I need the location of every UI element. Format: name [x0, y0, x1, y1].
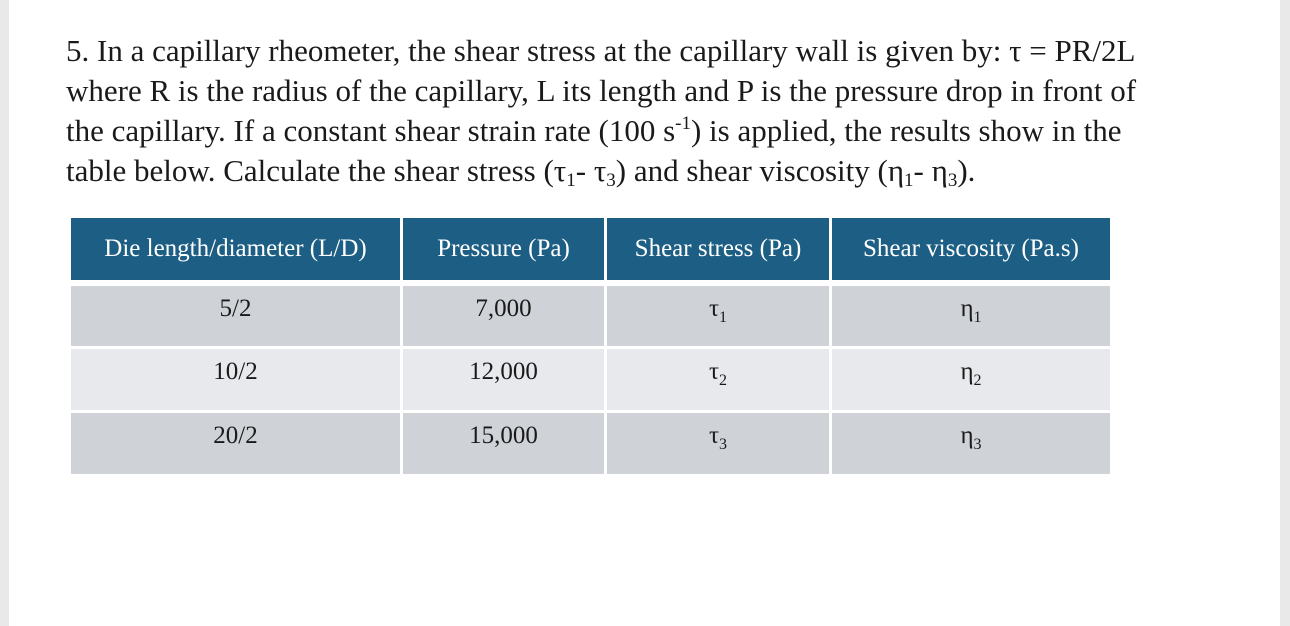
- cell-shear-viscosity: [831, 347, 1112, 411]
- tau-symbol: τ: [708, 294, 720, 322]
- table-row: [70, 347, 1112, 411]
- eta-subscript: 1: [973, 308, 982, 326]
- document-page: [9, 0, 1280, 626]
- table-header-row: [70, 217, 1112, 284]
- cell-shear-stress: [606, 411, 831, 475]
- cell-ld: 5/2: [70, 283, 402, 347]
- cell-ld: 10/2: [70, 347, 402, 411]
- question-line-4-part-a: table below. Calculate the shear stress (τ: [66, 153, 567, 188]
- question-text: [66, 31, 1266, 191]
- eta-symbol: η: [960, 294, 974, 322]
- eta-subscript: 3: [973, 436, 982, 453]
- tau-subscript: 1: [719, 308, 728, 326]
- tau-sub-1: 1: [566, 170, 576, 191]
- header-pressure: Pressure (Pa): [402, 217, 606, 284]
- strain-rate-exponent: -1: [675, 113, 691, 134]
- question-line-3-part-a: the capillary. If a constant shear strain rate (100 s: [66, 113, 676, 148]
- question-line-4: [66, 151, 1266, 191]
- question-line-4-part-b: - τ: [575, 153, 607, 188]
- question-line-4-part-e: ).: [957, 153, 976, 188]
- tau-subscript: 3: [719, 436, 728, 453]
- question-line-2: where R is the radius of the capillary, L its length and P is the pressure drop in front of: [66, 73, 1137, 108]
- cell-shear-viscosity: [831, 283, 1112, 347]
- tau-symbol: τ: [708, 358, 720, 385]
- tau-subscript: 2: [719, 372, 728, 389]
- cell-pressure: 15,000: [402, 411, 606, 475]
- cell-pressure: 7,000: [402, 283, 606, 347]
- tau-sub-3: 3: [606, 170, 616, 191]
- eta-symbol: η: [960, 358, 974, 385]
- cell-shear-viscosity: [831, 411, 1112, 475]
- table-row: [70, 283, 1112, 347]
- header-shear-stress: Shear stress (Pa): [606, 217, 831, 284]
- question-line-4-part-c: ) and shear viscosity (η: [615, 153, 905, 188]
- header-shear-viscosity: Shear viscosity (Pa.s): [831, 217, 1112, 284]
- question-line-3-part-b: ) is applied, the results show in the: [690, 113, 1122, 148]
- cell-shear-stress: [606, 347, 831, 411]
- header-die-length-diameter: Die length/diameter (L/D): [70, 217, 402, 284]
- table-row: [70, 411, 1112, 475]
- cell-pressure: 12,000: [402, 347, 606, 411]
- eta-sub-3: 3: [947, 170, 958, 191]
- tau-symbol: τ: [708, 422, 720, 449]
- cell-ld: 20/2: [70, 411, 402, 475]
- eta-symbol: η: [960, 422, 974, 449]
- eta-sub-1: 1: [904, 170, 914, 191]
- eta-subscript: 2: [973, 372, 982, 389]
- cell-shear-stress: [606, 283, 831, 347]
- question-line-1: 5. In a capillary rheometer, the shear stress at the capillary wall is given by: τ = PR/2L: [66, 33, 1136, 68]
- results-table: [68, 215, 1113, 477]
- question-line-3: [66, 111, 1266, 151]
- question-line-4-part-d: - η: [913, 153, 948, 188]
